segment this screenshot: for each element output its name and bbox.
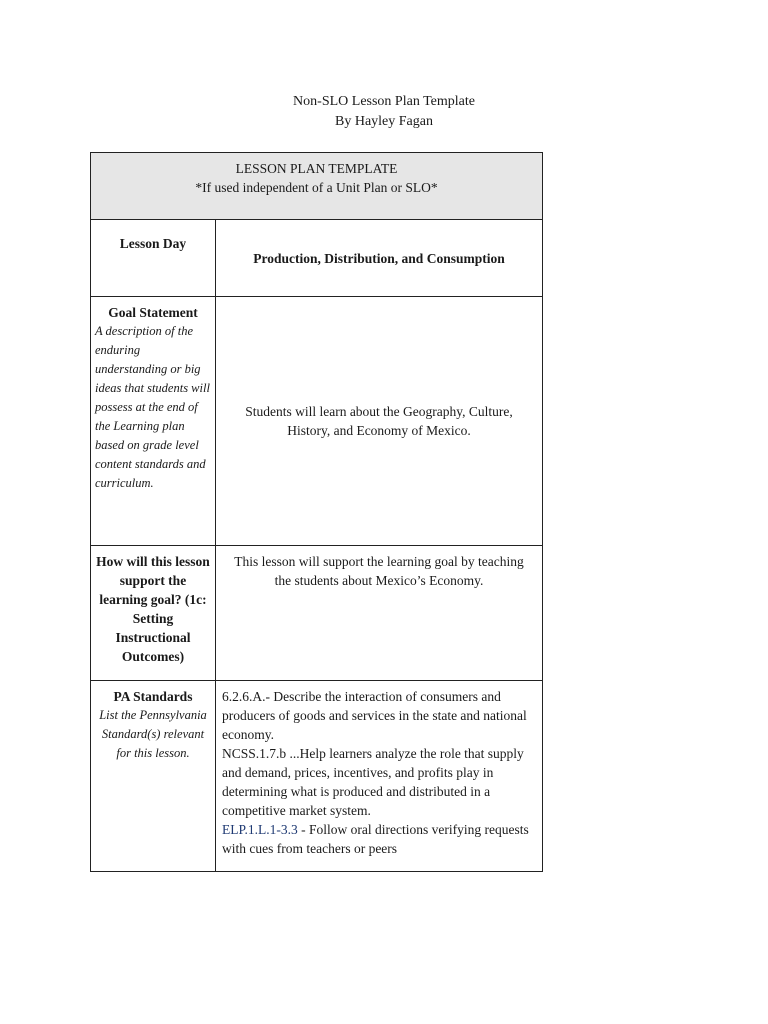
goal-statement-label: Goal Statement	[108, 305, 198, 320]
elp-standard-text: - Follow oral directions verifying requests with cues from teachers or peers	[222, 822, 529, 856]
support-label: How will this lesson support the learning goal? (1c: Setting Instructional Outcomes)	[96, 554, 210, 664]
table-header-title: LESSON PLAN TEMPLATE	[235, 161, 398, 176]
author-line: By Hayley Fagan	[335, 114, 433, 129]
goal-statement-label-cell	[91, 297, 216, 546]
table-header-note: *If used independent of a Unit Plan or SLO*	[195, 180, 438, 195]
goal-statement-description: A description of the enduring understanding or big ideas that students will possess at the end of the Learning plan based on grade level content standards and curriculum.	[95, 324, 210, 490]
standards-value-cell	[216, 681, 543, 872]
document-title	[0, 92, 768, 132]
lesson-day-label-cell	[91, 220, 216, 297]
support-value: This lesson will support the learning goal by teaching the students about Mexico’s Economy.	[234, 554, 524, 588]
goal-statement-value-cell	[216, 297, 543, 546]
lesson-plan-table	[90, 152, 543, 872]
standard-item: NCSS.1.7.b ...Help learners analyze the role that supply and demand, prices, incentives, and profits play in determining what is produced and distributed in a competitive market system.	[222, 746, 524, 818]
table-header-row	[91, 153, 543, 220]
support-value-cell	[216, 546, 543, 681]
support-label-cell	[91, 546, 216, 681]
table-row	[91, 546, 543, 681]
standards-description: List the Pennsylvania Standard(s) relevant for this lesson.	[99, 708, 207, 760]
lesson-day-value-cell	[216, 220, 543, 297]
table-row	[91, 681, 543, 872]
elp-standard-code[interactable]: ELP.1.L.1-3.3	[222, 822, 298, 837]
goal-statement-value: Students will learn about the Geography, Culture, History, and Economy of Mexico.	[245, 404, 513, 438]
standard-item	[222, 820, 538, 858]
table-row	[91, 220, 543, 297]
table-header	[91, 153, 543, 220]
standards-label: PA Standards	[113, 689, 193, 704]
standards-label-cell	[91, 681, 216, 872]
table-row	[91, 297, 543, 546]
standard-item: 6.2.6.A.- Describe the interaction of consumers and producers of goods and services in the state and national economy.	[222, 689, 527, 742]
title-line: Non-SLO Lesson Plan Template	[293, 94, 475, 109]
lesson-day-label: Lesson Day	[119, 236, 187, 251]
lesson-day-value: Production, Distribution, and Consumption	[253, 250, 505, 266]
